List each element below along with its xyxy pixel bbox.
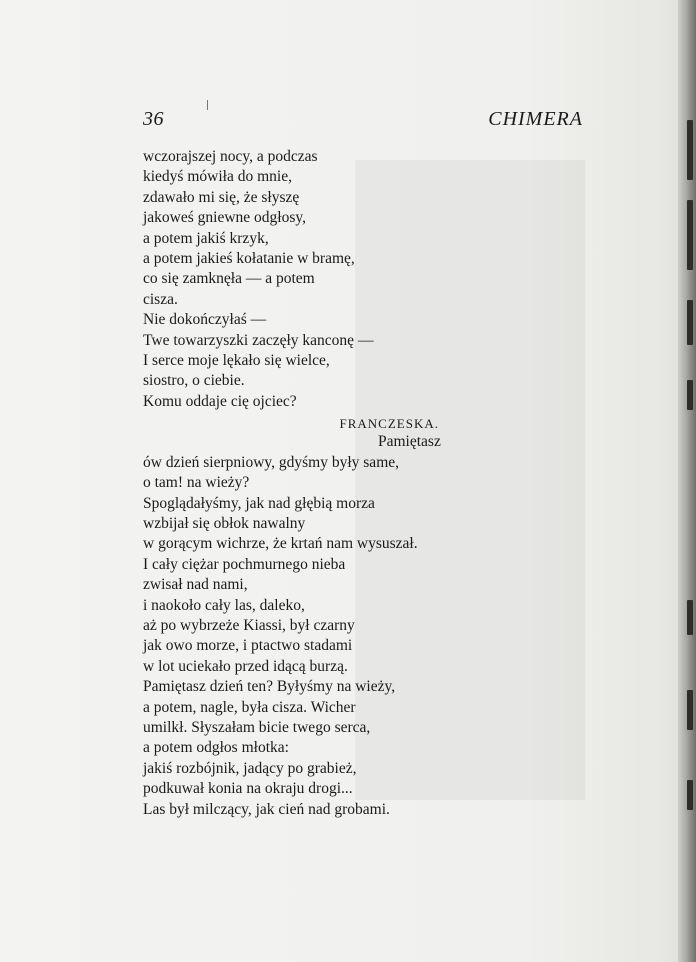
poem-line: Las był milczący, jak cień nad grobami. (143, 800, 390, 818)
poem-line: Komu oddaje cię ojciec? (143, 392, 297, 410)
poem-line: aż po wybrzeże Kiassi, był czarny (143, 616, 355, 634)
poem-line: a potem jakiś krzyk, (143, 229, 269, 247)
poem-line: jak owo morze, i ptactwo stadami (143, 637, 353, 655)
poem-line: w gorącym wichrze, że krtań nam wysuszał. (143, 535, 418, 553)
speaker-name: FRANCZESKA. (339, 416, 439, 432)
poem-line: I serce moje lękało się wielce, (143, 351, 330, 369)
poem-line: Nie dokończyłaś — (143, 311, 267, 329)
poem-line: zdawało mi się, że słyszę (143, 188, 300, 206)
poem-line: jakiś rozbójnik, jadący po grabież, (143, 759, 357, 777)
poem-line: kiedyś mówiła do mnie, (143, 168, 292, 186)
poem-line: i naokoło cały las, daleko, (143, 596, 305, 614)
poem-line-indented: Pamiętasz (378, 433, 441, 451)
poem-line: siostro, o ciebie. (143, 372, 245, 390)
poem-line: a potem jakieś kołatanie w bramę, (143, 249, 355, 267)
poem-line: Pamiętasz dzień ten? Byłyśmy na wieży, (143, 678, 396, 696)
poem-line: ów dzień sierpniowy, gdyśmy były same, (143, 453, 399, 471)
poem-lines-before-speaker (143, 147, 463, 412)
poem-line: jakoweś gniewne odgłosy, (143, 209, 307, 227)
poem-text (143, 147, 463, 820)
poem-line: zwisał nad nami, (143, 576, 248, 594)
poem-line: cisza. (143, 290, 178, 308)
poem-line: wczorajszej nocy, a podczas (143, 148, 318, 165)
adjacent-page-edge (678, 0, 696, 962)
poem-line: a potem, nagle, była cisza. Wicher (143, 698, 356, 716)
poem-line: Twe towarzyszki zaczęły kanconę — (143, 331, 374, 349)
poem-line: I cały ciężar pochmurnego nieba (143, 555, 346, 573)
page-number: 36 (143, 108, 164, 130)
poem-line: w lot uciekało przed idącą burzą. (143, 657, 348, 675)
page-header (143, 108, 583, 138)
poem-line: a potem odgłos młotka: (143, 739, 289, 757)
poem-line: wzbijał się obłok nawalny (143, 515, 306, 533)
poem-line: Spoglądałyśmy, jak nad głębią morza (143, 494, 375, 512)
running-title: CHIMERA (488, 108, 583, 130)
poem-line: o tam! na wieży? (143, 474, 250, 492)
poem-line: co się zamknęła — a potem (143, 270, 315, 288)
poem-line: umilkł. Słyszałam bicie twego serca, (143, 718, 371, 736)
poem-line: podkuwał konia na okraju drogi... (143, 780, 353, 798)
poem-lines-after-speaker (143, 453, 463, 820)
